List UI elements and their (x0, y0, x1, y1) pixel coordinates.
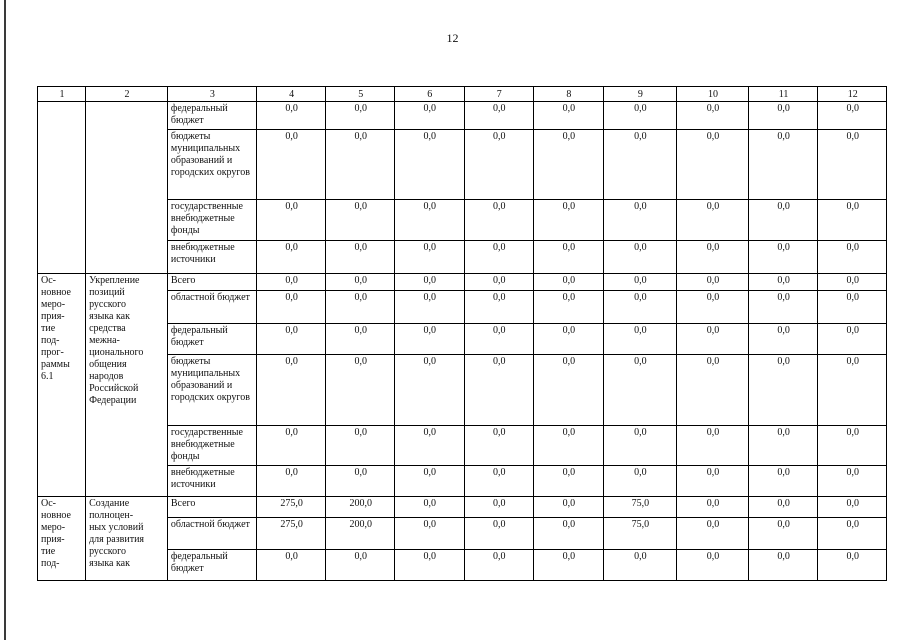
value-cell-col-5: 0,0 (326, 200, 395, 241)
value-cell-col-7: 0,0 (464, 355, 534, 426)
value-cell-col-12: 0,0 (818, 274, 887, 291)
value-cell-col-11: 0,0 (748, 274, 818, 291)
column-header-2: 2 (86, 87, 168, 102)
value-cell-col-11: 0,0 (748, 324, 818, 355)
value-cell-col-10: 0,0 (677, 426, 749, 466)
value-cell-col-6: 0,0 (394, 355, 464, 426)
value-cell-col-7: 0,0 (464, 274, 534, 291)
value-cell-col-5: 0,0 (326, 355, 395, 426)
value-cell-col-4: 0,0 (256, 291, 326, 324)
value-cell-col-7: 0,0 (464, 426, 534, 466)
value-cell-col-4: 0,0 (256, 550, 326, 581)
funding-source-cell: Всего (167, 274, 256, 291)
value-cell-col-9: 0,0 (603, 102, 677, 130)
value-cell-col-9: 75,0 (603, 497, 677, 518)
value-cell-col-6: 0,0 (394, 200, 464, 241)
funding-source-cell: областной бюджет (167, 518, 256, 550)
value-cell-col-5: 200,0 (326, 497, 395, 518)
value-cell-col-8: 0,0 (534, 518, 604, 550)
value-cell-col-12: 0,0 (818, 497, 887, 518)
value-cell-col-6: 0,0 (394, 102, 464, 130)
value-cell-col-11: 0,0 (748, 497, 818, 518)
funding-source-cell: федеральный бюджет (167, 550, 256, 581)
funding-source-cell: областной бюджет (167, 291, 256, 324)
value-cell-col-8: 0,0 (534, 200, 604, 241)
value-cell-col-11: 0,0 (748, 466, 818, 497)
funding-source-cell: внебюджетные источники (167, 241, 256, 274)
column-header-6: 6 (394, 87, 464, 102)
value-cell-col-11: 0,0 (748, 550, 818, 581)
value-cell-col-5: 0,0 (326, 466, 395, 497)
activity-name-cell: Создание полноцен- ных условий для развития русского языка как (86, 497, 168, 581)
budget-table (37, 86, 887, 581)
value-cell-col-7: 0,0 (464, 130, 534, 200)
value-cell-col-11: 0,0 (748, 200, 818, 241)
value-cell-col-9: 0,0 (603, 130, 677, 200)
value-cell-col-7: 0,0 (464, 324, 534, 355)
value-cell-col-11: 0,0 (748, 355, 818, 426)
value-cell-col-8: 0,0 (534, 274, 604, 291)
value-cell-col-8: 0,0 (534, 102, 604, 130)
value-cell-col-12: 0,0 (818, 130, 887, 200)
value-cell-col-8: 0,0 (534, 466, 604, 497)
value-cell-col-11: 0,0 (748, 426, 818, 466)
value-cell-col-4: 0,0 (256, 130, 326, 200)
value-cell-col-6: 0,0 (394, 550, 464, 581)
scan-left-edge (4, 0, 6, 640)
value-cell-col-5: 0,0 (326, 291, 395, 324)
value-cell-col-12: 0,0 (818, 324, 887, 355)
value-cell-col-10: 0,0 (677, 355, 749, 426)
value-cell-col-11: 0,0 (748, 241, 818, 274)
value-cell-col-9: 0,0 (603, 200, 677, 241)
value-cell-col-8: 0,0 (534, 426, 604, 466)
value-cell-col-12: 0,0 (818, 550, 887, 581)
value-cell-col-10: 0,0 (677, 241, 749, 274)
value-cell-col-6: 0,0 (394, 466, 464, 497)
value-cell-col-7: 0,0 (464, 497, 534, 518)
value-cell-col-7: 0,0 (464, 241, 534, 274)
value-cell-col-9: 0,0 (603, 274, 677, 291)
value-cell-col-5: 0,0 (326, 324, 395, 355)
value-cell-col-8: 0,0 (534, 550, 604, 581)
value-cell-col-9: 0,0 (603, 241, 677, 274)
value-cell-col-10: 0,0 (677, 130, 749, 200)
value-cell-col-12: 0,0 (818, 102, 887, 130)
column-header-12: 12 (818, 87, 887, 102)
value-cell-col-4: 275,0 (256, 497, 326, 518)
value-cell-col-4: 0,0 (256, 102, 326, 130)
value-cell-col-8: 0,0 (534, 324, 604, 355)
value-cell-col-11: 0,0 (748, 518, 818, 550)
value-cell-col-4: 0,0 (256, 241, 326, 274)
value-cell-col-7: 0,0 (464, 291, 534, 324)
value-cell-col-5: 0,0 (326, 550, 395, 581)
page-number: 12 (446, 31, 459, 45)
value-cell-col-9: 0,0 (603, 550, 677, 581)
value-cell-col-12: 0,0 (818, 291, 887, 324)
value-cell-col-4: 0,0 (256, 274, 326, 291)
value-cell-col-12: 0,0 (818, 241, 887, 274)
value-cell-col-7: 0,0 (464, 466, 534, 497)
value-cell-col-4: 0,0 (256, 426, 326, 466)
value-cell-col-10: 0,0 (677, 518, 749, 550)
value-cell-col-5: 0,0 (326, 274, 395, 291)
value-cell-col-8: 0,0 (534, 355, 604, 426)
activity-name-cell (86, 102, 168, 274)
value-cell-col-8: 0,0 (534, 130, 604, 200)
value-cell-col-10: 0,0 (677, 466, 749, 497)
value-cell-col-11: 0,0 (748, 102, 818, 130)
funding-source-cell: федеральный бюджет (167, 324, 256, 355)
value-cell-col-4: 0,0 (256, 324, 326, 355)
column-header-9: 9 (603, 87, 677, 102)
column-header-5: 5 (326, 87, 395, 102)
value-cell-col-6: 0,0 (394, 241, 464, 274)
value-cell-col-4: 275,0 (256, 518, 326, 550)
value-cell-col-8: 0,0 (534, 241, 604, 274)
value-cell-col-10: 0,0 (677, 550, 749, 581)
value-cell-col-5: 0,0 (326, 426, 395, 466)
value-cell-col-5: 0,0 (326, 241, 395, 274)
value-cell-col-12: 0,0 (818, 200, 887, 241)
value-cell-col-9: 0,0 (603, 466, 677, 497)
value-cell-col-9: 0,0 (603, 291, 677, 324)
value-cell-col-9: 0,0 (603, 355, 677, 426)
column-header-3: 3 (167, 87, 256, 102)
column-header-4: 4 (256, 87, 326, 102)
value-cell-col-6: 0,0 (394, 291, 464, 324)
table-row (38, 102, 887, 130)
value-cell-col-10: 0,0 (677, 497, 749, 518)
activity-code-cell (38, 102, 86, 274)
table-row (38, 497, 887, 518)
table-header-row (38, 87, 887, 102)
funding-source-cell: государственные внебюджетные фонды (167, 426, 256, 466)
value-cell-col-9: 0,0 (603, 324, 677, 355)
value-cell-col-4: 0,0 (256, 200, 326, 241)
value-cell-col-6: 0,0 (394, 274, 464, 291)
value-cell-col-7: 0,0 (464, 102, 534, 130)
value-cell-col-12: 0,0 (818, 355, 887, 426)
activity-name-cell: Укрепление позиций русского языка как средства межна- ционального общения народов Российской Федерации (86, 274, 168, 497)
value-cell-col-12: 0,0 (818, 426, 887, 466)
value-cell-col-10: 0,0 (677, 102, 749, 130)
funding-source-cell: внебюджетные источники (167, 466, 256, 497)
column-header-11: 11 (748, 87, 818, 102)
value-cell-col-4: 0,0 (256, 466, 326, 497)
value-cell-col-12: 0,0 (818, 466, 887, 497)
value-cell-col-10: 0,0 (677, 324, 749, 355)
funding-source-cell: бюджеты муниципальных образований и городских округов (167, 355, 256, 426)
value-cell-col-6: 0,0 (394, 518, 464, 550)
value-cell-col-5: 200,0 (326, 518, 395, 550)
funding-source-cell: государственные внебюджетные фонды (167, 200, 256, 241)
funding-source-cell: Всего (167, 497, 256, 518)
activity-code-cell: Ос- новное меро- прия- тие под- прог- раммы 6.1 (38, 274, 86, 497)
value-cell-col-10: 0,0 (677, 200, 749, 241)
value-cell-col-11: 0,0 (748, 130, 818, 200)
value-cell-col-5: 0,0 (326, 130, 395, 200)
column-header-8: 8 (534, 87, 604, 102)
value-cell-col-10: 0,0 (677, 274, 749, 291)
value-cell-col-9: 75,0 (603, 518, 677, 550)
column-header-7: 7 (464, 87, 534, 102)
value-cell-col-5: 0,0 (326, 102, 395, 130)
value-cell-col-6: 0,0 (394, 324, 464, 355)
value-cell-col-8: 0,0 (534, 291, 604, 324)
value-cell-col-6: 0,0 (394, 426, 464, 466)
value-cell-col-9: 0,0 (603, 426, 677, 466)
value-cell-col-4: 0,0 (256, 355, 326, 426)
table-row (38, 274, 887, 291)
value-cell-col-7: 0,0 (464, 200, 534, 241)
value-cell-col-10: 0,0 (677, 291, 749, 324)
value-cell-col-7: 0,0 (464, 518, 534, 550)
activity-code-cell: Ос- новное меро- прия- тие под- (38, 497, 86, 581)
funding-source-cell: бюджеты муниципальных образований и городских округов (167, 130, 256, 200)
value-cell-col-11: 0,0 (748, 291, 818, 324)
column-header-10: 10 (677, 87, 749, 102)
value-cell-col-6: 0,0 (394, 130, 464, 200)
funding-source-cell: федеральный бюджет (167, 102, 256, 130)
column-header-1: 1 (38, 87, 86, 102)
value-cell-col-7: 0,0 (464, 550, 534, 581)
value-cell-col-12: 0,0 (818, 518, 887, 550)
value-cell-col-6: 0,0 (394, 497, 464, 518)
value-cell-col-8: 0,0 (534, 497, 604, 518)
